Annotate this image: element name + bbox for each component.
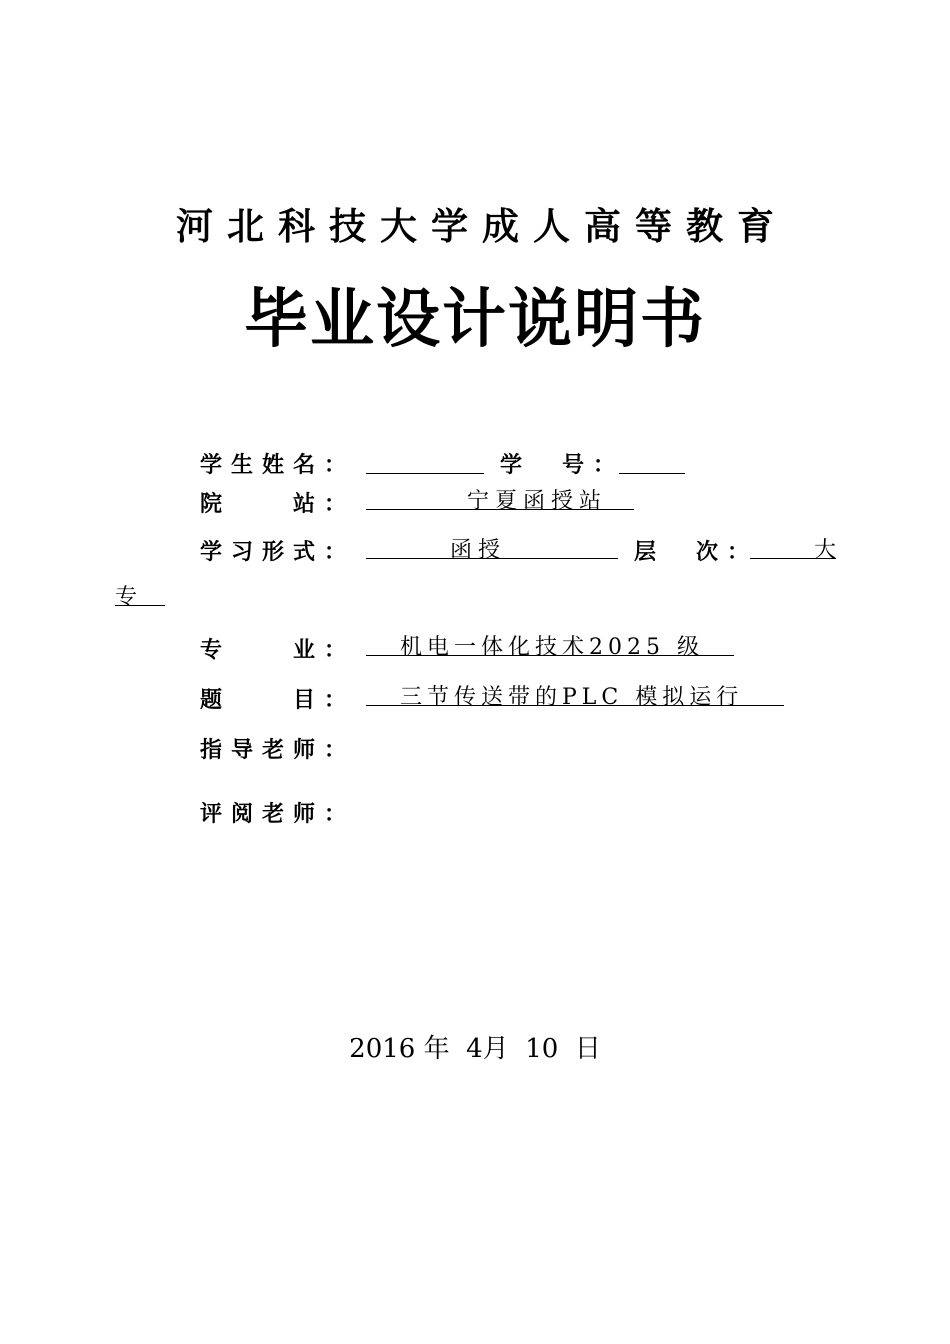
major-label: 专 业： bbox=[200, 638, 356, 663]
student-id-label: 学 号： bbox=[500, 453, 625, 478]
station-value: 宁夏函授站 bbox=[366, 484, 634, 510]
study-form-value: 函授 bbox=[366, 533, 618, 559]
reviewer-label: 评阅老师： bbox=[200, 802, 356, 827]
student-id-blank bbox=[619, 448, 685, 474]
document-title: 毕业设计说明书 bbox=[244, 283, 706, 357]
level-value-first-line: 大 bbox=[750, 533, 836, 559]
level-label: 层 次： bbox=[634, 540, 759, 565]
level-value-second-line: 专 bbox=[115, 580, 165, 606]
topic-value: 三节传送带的PLC 模拟运行 bbox=[366, 680, 784, 706]
topic-label: 题 目： bbox=[200, 688, 356, 713]
school-heading: 河北科技大学成人高等教育 bbox=[176, 204, 788, 248]
document-date: 2016 年 4月 10 日 bbox=[349, 1034, 601, 1064]
station-label: 院 站： bbox=[200, 492, 356, 517]
major-value: 机电一体化技术2025 级 bbox=[366, 630, 734, 656]
student-name-blank bbox=[366, 448, 484, 474]
advisor-label: 指导老师： bbox=[200, 738, 356, 763]
student-name-label: 学生姓名： bbox=[200, 453, 356, 478]
study-form-label: 学习形式： bbox=[200, 540, 356, 565]
